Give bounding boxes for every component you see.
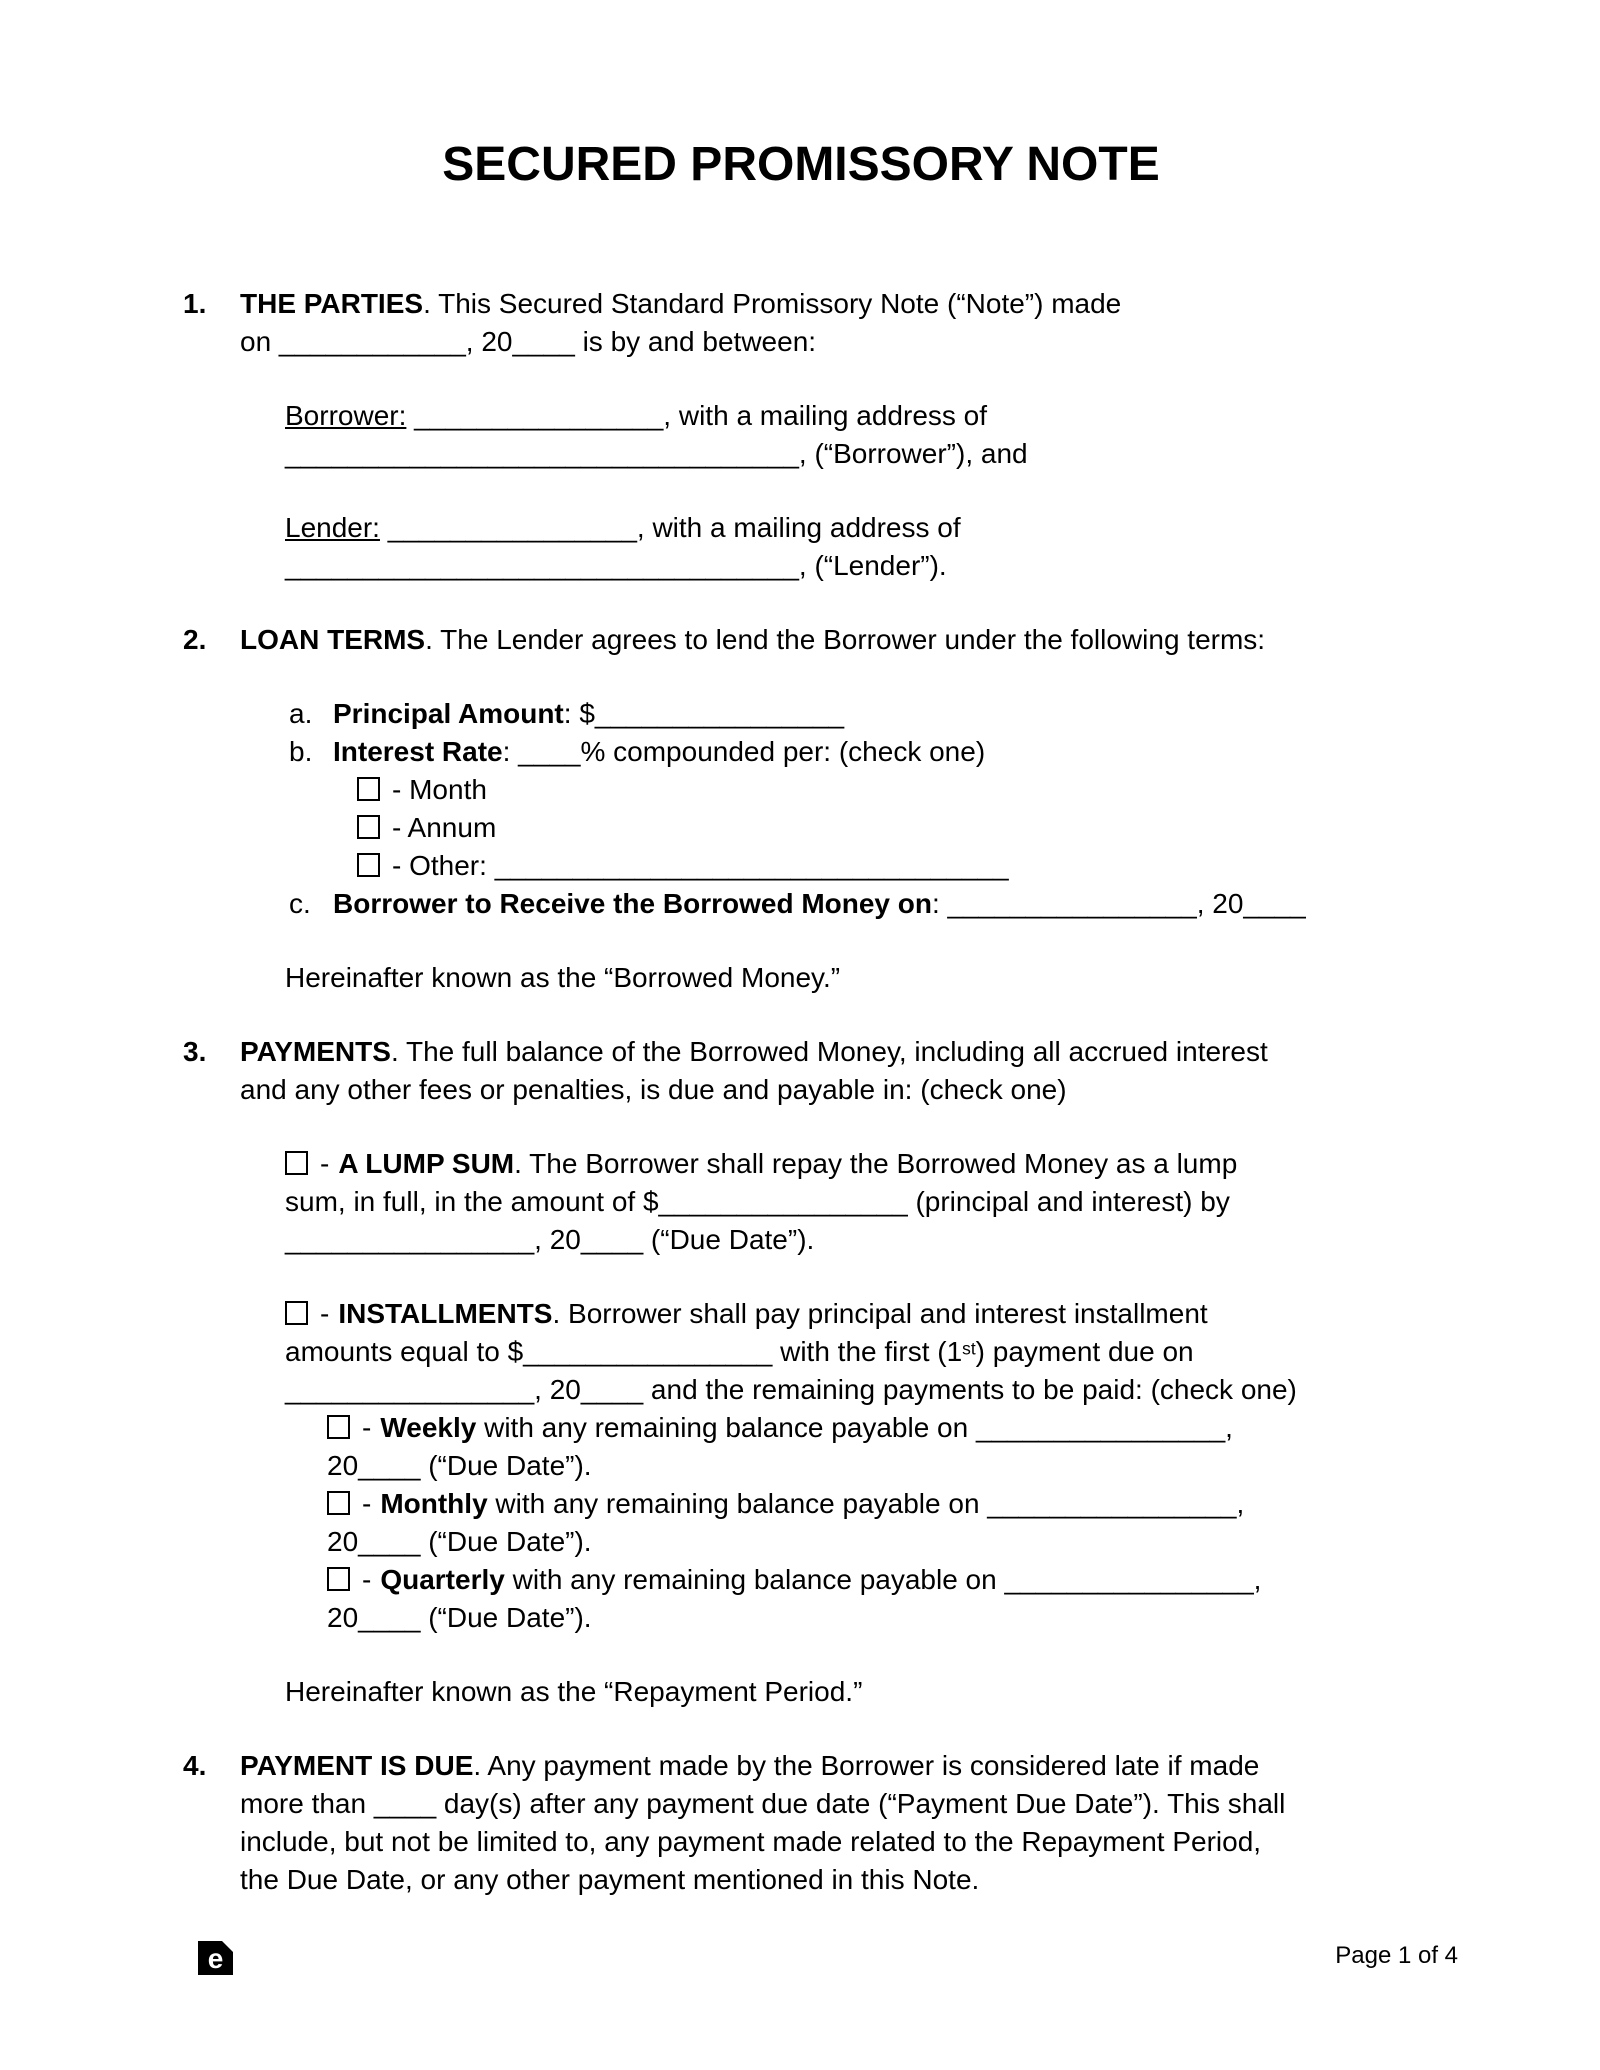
receive-money-blank: : ________________, 20____ xyxy=(932,888,1306,919)
section-1-number: 1. xyxy=(183,288,207,319)
lender-line2: _________________________________, (“Lender”). xyxy=(285,550,947,581)
principal-amount-label: Principal Amount xyxy=(333,698,564,729)
dash: - xyxy=(362,1564,372,1595)
quarterly-line1 xyxy=(327,1561,1419,1599)
eforms-logo-letter: e xyxy=(207,1943,224,1974)
borrower-line1-rest: ________________, with a mailing address of xyxy=(406,400,988,431)
parties-intro xyxy=(240,285,1419,361)
payment-due-line1 xyxy=(240,1747,1419,1785)
section-3-heading-rest: . The full balance of the Borrowed Money, including all accrued interest xyxy=(390,1036,1268,1067)
item-b-letter: b. xyxy=(289,736,313,767)
section-4-body xyxy=(240,1747,1419,1899)
item-a-letter: a. xyxy=(289,698,313,729)
document-content xyxy=(183,137,1419,1899)
lender-line1 xyxy=(285,509,1419,547)
interest-option-annum-row xyxy=(357,809,1419,847)
lump-sum-clause xyxy=(285,1145,1419,1259)
weekly-line1-rest: with any remaining balance payable on ________________, xyxy=(476,1412,1233,1443)
frequency-quarterly-row xyxy=(327,1561,1419,1637)
section-2-heading: LOAN TERMS xyxy=(240,624,426,655)
section-2-number: 2. xyxy=(183,624,207,655)
quarterly-label: Quarterly xyxy=(380,1564,505,1595)
loan-terms-intro xyxy=(240,621,1419,659)
eforms-logo xyxy=(198,1941,233,1975)
monthly-label: Monthly xyxy=(380,1488,488,1519)
installments-line2-post: ) payment due on xyxy=(975,1336,1194,1367)
frequency-monthly-row xyxy=(327,1485,1419,1561)
section-3-number: 3. xyxy=(183,1036,207,1067)
interest-option-month-row xyxy=(357,771,1419,809)
lump-sum-label: A LUMP SUM xyxy=(338,1148,515,1179)
parties-intro-line2: on ____________, 20____ is by and between: xyxy=(240,326,817,357)
monthly-line1 xyxy=(327,1485,1419,1523)
section-payment-is-due xyxy=(183,1747,1419,1899)
item-c-letter: c. xyxy=(289,888,311,919)
loan-terms-intro-line xyxy=(240,621,1419,659)
checkbox-annum[interactable] xyxy=(357,815,380,839)
section-the-parties xyxy=(183,285,1419,585)
lump-sum-line2: sum, in full, in the amount of $________________ (principal and interest) by xyxy=(285,1186,1230,1217)
payments-intro-line2: and any other fees or penalties, is due and payable in: (check one) xyxy=(240,1074,1067,1105)
lender-line1-rest: ________________, with a mailing address of xyxy=(379,512,961,543)
payment-due-paragraph xyxy=(240,1747,1419,1899)
section-4-number: 4. xyxy=(183,1750,207,1781)
section-loan-terms xyxy=(183,621,1419,997)
installment-frequency-options xyxy=(327,1409,1419,1637)
monthly-line1-rest: with any remaining balance payable on ________________, xyxy=(487,1488,1245,1519)
interest-rate-label: Interest Rate xyxy=(333,736,503,767)
item-a-text xyxy=(333,695,844,733)
section-4-heading-rest: . Any payment made by the Borrower is considered late if made xyxy=(473,1750,1260,1781)
receive-money-label: Borrower to Receive the Borrowed Money on xyxy=(333,888,932,919)
frequency-weekly-row xyxy=(327,1409,1419,1485)
installments-line2 xyxy=(285,1333,1419,1371)
borrower-label: Borrower: xyxy=(285,400,407,431)
page-number: Page 1 of 4 xyxy=(1335,1942,1458,1969)
borrower-line1 xyxy=(285,397,1419,435)
interest-rate-blank: : ____% compounded per: (check one) xyxy=(502,736,986,767)
installments-line3: ________________, 20____ and the remaining payments to be paid: (check one) xyxy=(285,1374,1297,1405)
quarterly-line2: 20____ (“Due Date”). xyxy=(327,1602,592,1633)
checkbox-other[interactable] xyxy=(357,853,380,877)
interest-option-annum-label: - Annum xyxy=(392,812,497,843)
section-payments xyxy=(183,1033,1419,1711)
section-4-heading: PAYMENT IS DUE xyxy=(240,1750,474,1781)
checkbox-lump-sum[interactable] xyxy=(285,1151,308,1175)
interest-option-other-row xyxy=(357,847,1419,885)
borrower-clause xyxy=(285,397,1419,473)
checkbox-weekly[interactable] xyxy=(327,1415,350,1439)
interest-option-other-label: - Other: _________________________________ xyxy=(392,850,1009,881)
installments-line1 xyxy=(285,1295,1419,1333)
section-1-heading-rest: . This Secured Standard Promissory Note (“Note”) made xyxy=(423,288,1122,319)
installments-line2-pre: amounts equal to $________________ with the first (1 xyxy=(285,1336,963,1367)
checkbox-monthly[interactable] xyxy=(327,1491,350,1515)
checkbox-quarterly[interactable] xyxy=(327,1567,350,1591)
dash: - xyxy=(362,1488,372,1519)
dash: - xyxy=(362,1412,372,1443)
section-3-body xyxy=(240,1033,1419,1711)
weekly-line2: 20____ (“Due Date”). xyxy=(327,1450,592,1481)
checkbox-month[interactable] xyxy=(357,777,380,801)
repayment-period-note-text: Hereinafter known as the “Repayment Period.” xyxy=(285,1676,863,1707)
lender-label: Lender: xyxy=(285,512,380,543)
installments-clause xyxy=(285,1295,1419,1409)
section-1-heading: THE PARTIES xyxy=(240,288,424,319)
principal-amount-item xyxy=(289,695,1419,733)
document-title: SECURED PROMISSORY NOTE xyxy=(442,138,1160,191)
weekly-label: Weekly xyxy=(380,1412,477,1443)
item-c-text xyxy=(333,885,1306,923)
lump-sum-line3: ________________, 20____ (“Due Date”). xyxy=(285,1224,815,1255)
borrower-line2: _________________________________, (“Borrower”), and xyxy=(285,438,1028,469)
interest-option-month-label: - Month xyxy=(392,774,487,805)
section-2-heading-rest: . The Lender agrees to lend the Borrower under the following terms: xyxy=(425,624,1266,655)
borrowed-money-note-text: Hereinafter known as the “Borrowed Money.” xyxy=(285,962,841,993)
interest-rate-item xyxy=(289,733,1419,771)
lump-sum-line1-rest: . The Borrower shall repay the Borrowed Money as a lump xyxy=(514,1148,1238,1179)
section-2-body xyxy=(240,621,1419,997)
lump-sum-line1 xyxy=(285,1145,1419,1183)
weekly-line1 xyxy=(327,1409,1419,1447)
monthly-line2: 20____ (“Due Date”). xyxy=(327,1526,592,1557)
payment-due-line2: more than ____ day(s) after any payment due date (“Payment Due Date”). This shall xyxy=(240,1788,1286,1819)
payment-due-line4: the Due Date, or any other payment mentioned in this Note. xyxy=(240,1864,980,1895)
principal-amount-blank: : $________________ xyxy=(563,698,845,729)
item-b-text xyxy=(333,733,985,771)
quarterly-line1-rest: with any remaining balance payable on ________________, xyxy=(504,1564,1262,1595)
payments-intro xyxy=(240,1033,1419,1109)
borrowed-money-note xyxy=(285,959,1419,997)
section-3-heading: PAYMENTS xyxy=(240,1036,391,1067)
repayment-period-note xyxy=(285,1673,1419,1711)
dash: - xyxy=(320,1298,330,1329)
receive-money-item xyxy=(289,885,1419,923)
payment-due-line3: include, but not be limited to, any payment made related to the Repayment Period, xyxy=(240,1826,1262,1857)
ordinal-superscript: st xyxy=(962,1338,976,1359)
section-1-body xyxy=(240,285,1419,585)
checkbox-installments[interactable] xyxy=(285,1301,308,1325)
loan-terms-sublist xyxy=(240,695,1419,923)
installments-line1-rest: . Borrower shall pay principal and interest installment xyxy=(552,1298,1208,1329)
lender-clause xyxy=(285,509,1419,585)
page-fold-icon xyxy=(222,1941,233,1952)
dash: - xyxy=(320,1148,330,1179)
installments-label: INSTALLMENTS xyxy=(338,1298,553,1329)
parties-intro-line1 xyxy=(240,285,1419,323)
payments-intro-line1 xyxy=(240,1033,1419,1071)
